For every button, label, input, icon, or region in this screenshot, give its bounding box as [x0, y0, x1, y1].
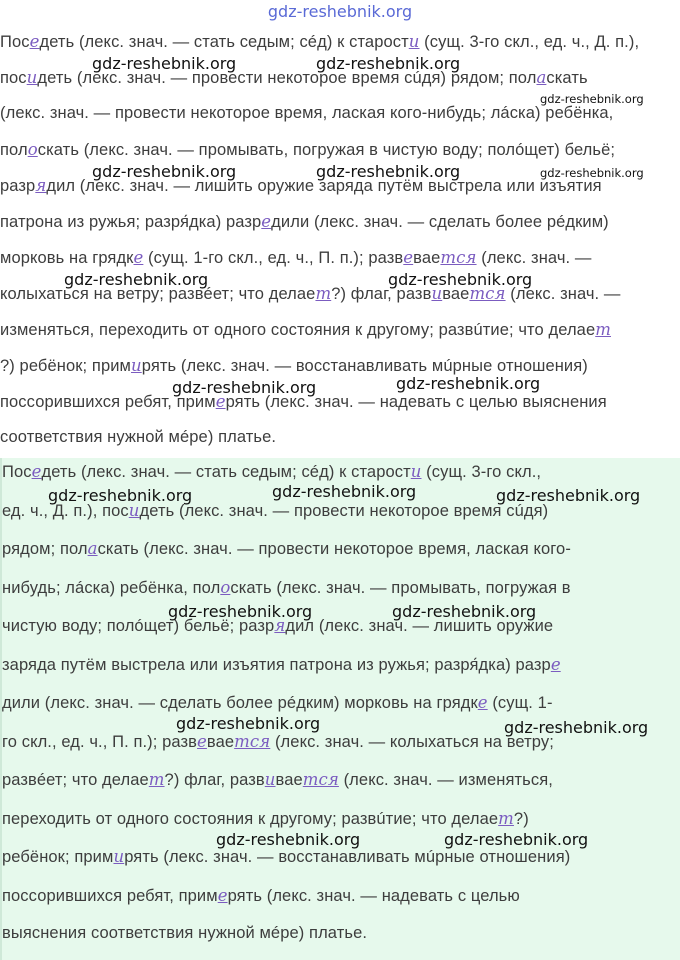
text-segment: выяснения соответствия нужной мéре) платье.	[2, 924, 368, 942]
watermark: gdz-reshebnik.org	[48, 486, 193, 505]
text-segment: го скл., ед. ч., П. п.); разв	[2, 732, 198, 751]
highlighted-letter: и	[113, 847, 125, 866]
text-segment: дил (лекс. знач. — лишить оружие заряда путём выстрела или изъятия	[46, 177, 602, 195]
watermark: gdz-reshebnik.org	[316, 162, 461, 181]
highlighted-letter: е	[133, 248, 144, 267]
text-segment: деть (лекс. знач. — стать седым; сéд) к старост	[39, 33, 409, 51]
watermark: gdz-reshebnik.org	[172, 378, 317, 397]
highlighted-letter: т	[148, 770, 165, 789]
text-line	[2, 886, 520, 906]
highlighted-letter: е	[217, 885, 228, 905]
highlighted-letter: а	[536, 68, 547, 87]
highlighted-letter: и	[264, 770, 276, 789]
text-segment: ?)	[513, 809, 529, 828]
highlighted-letter: тся	[469, 284, 506, 303]
text-line	[2, 770, 553, 790]
text-segment: поссорившихся ребят, прим	[0, 393, 216, 411]
highlighted-letter: е	[215, 392, 226, 411]
highlighted-letter: о	[220, 577, 231, 597]
text-line	[0, 428, 276, 447]
watermark: gdz-reshebnik.org	[64, 270, 209, 289]
text-segment: изменяться, переходить от одного состояния к другому; развúтие; что делае	[0, 321, 596, 339]
text-segment: дили (лекс. знач. — сделать более рéдким) морковь на грядк	[2, 694, 478, 712]
highlighted-letter: тся	[302, 770, 339, 789]
text-segment: (лекс. знач. — изменяться,	[338, 771, 553, 789]
watermark: gdz-reshebnik.org	[176, 714, 321, 733]
text-segment: соответствия нужной мéре) платье.	[0, 428, 277, 446]
highlighted-letter: т	[498, 808, 514, 828]
watermark: gdz-reshebnik.org	[396, 374, 541, 393]
highlighted-letter: о	[27, 140, 38, 159]
text-segment: дил (лекс. знач. — лишить оружие	[285, 617, 554, 635]
text-line	[0, 248, 592, 268]
text-line	[0, 68, 588, 88]
highlighted-letter: и	[26, 68, 38, 87]
text-segment: (лекс. знач. — провести некоторое время, лаская кого-нибудь; лáска) ребёнка,	[0, 104, 614, 122]
highlighted-letter: е	[403, 248, 414, 267]
watermark: gdz-reshebnik.org	[216, 830, 361, 849]
text-line	[2, 847, 570, 867]
highlighted-letter: е	[31, 462, 42, 481]
text-segment: деть (лекс. знач. — провести некоторое время сúдя) рядом; пол	[37, 69, 537, 87]
highlighted-letter: и	[408, 32, 420, 51]
text-segment: е	[460, 285, 470, 303]
text-segment: ва	[442, 285, 461, 303]
text-segment: разр	[0, 177, 36, 195]
text-line	[2, 462, 541, 482]
highlighted-letter: е	[477, 693, 488, 712]
text-segment: патрона из ружья; разря́дка) разр	[0, 213, 262, 231]
text-segment: деть (лекс. знач. — провести некоторое время сúдя)	[139, 501, 549, 520]
text-segment: нибудь; лáска) ребёнка, пол	[2, 578, 221, 597]
text-segment: (сущ. 1-го скл., ед. ч., П. п.); разв	[143, 249, 404, 267]
text-segment: чистую воду; полóщет) бельё; разр	[2, 617, 275, 635]
answer-block-2	[0, 458, 680, 960]
highlighted-letter: е	[550, 654, 561, 674]
text-line	[0, 32, 639, 52]
watermark: gdz-reshebnik.org	[168, 602, 313, 621]
highlighted-letter: я	[35, 176, 47, 195]
text-segment: (лекс. знач. —	[476, 249, 592, 267]
text-segment: развéет; что делае	[2, 771, 149, 789]
text-segment: колыхаться на ветру; развéет; что делае	[0, 285, 316, 303]
text-segment: ва	[275, 771, 294, 789]
text-segment: (лекс. знач. — колыхаться на ветру;	[270, 732, 554, 751]
text-segment: ва	[206, 732, 225, 751]
text-line	[0, 104, 613, 123]
text-line	[2, 655, 561, 675]
text-segment: деть (лекс. знач. — стать седым; сéд) к старост	[41, 463, 411, 481]
text-segment: (сущ. 3-го скл., ед. ч., Д. п.),	[419, 33, 640, 51]
text-segment: Пос	[0, 33, 30, 51]
text-segment: ребёнок; прим	[2, 848, 114, 866]
text-line	[2, 924, 367, 943]
highlighted-letter: е	[29, 32, 40, 51]
text-segment: рять (лекс. знач. — восстанавливать мúрные отношения)	[124, 848, 571, 866]
highlighted-letter: и	[410, 462, 422, 481]
text-line	[0, 356, 588, 376]
text-segment: скать (лекс. знач. — провести некоторое время, лаская кого-	[97, 540, 571, 558]
text-segment: е	[431, 249, 441, 267]
highlighted-letter: е	[197, 731, 207, 751]
text-line	[2, 578, 571, 598]
text-segment: ?) флаг, разв	[331, 285, 432, 303]
highlighted-letter: и	[128, 500, 140, 520]
text-line	[2, 809, 529, 829]
text-segment: ?) флаг, разв	[164, 771, 265, 789]
text-segment: дили (лекс. знач. — сделать более рéдким)	[271, 213, 609, 231]
highlighted-letter: тся	[234, 731, 271, 751]
text-segment: пол	[0, 141, 28, 159]
text-line	[0, 320, 611, 340]
highlighted-letter: и	[131, 356, 142, 375]
text-segment: (сущ. 1-	[487, 694, 553, 712]
watermark: gdz-reshebnik.org	[540, 166, 644, 180]
text-segment: (лекс. знач. —	[505, 285, 621, 303]
text-line	[0, 176, 602, 196]
watermark: gdz-reshebnik.org	[388, 270, 533, 289]
watermark: gdz-reshebnik.org	[92, 162, 237, 181]
text-segment: (сущ. 3-го скл.,	[421, 463, 542, 481]
highlighted-letter: тся	[440, 248, 477, 267]
highlighted-letter: т	[315, 284, 332, 303]
watermark: gdz-reshebnik.org	[316, 54, 461, 73]
watermark: gdz-reshebnik.org	[92, 54, 237, 73]
text-segment: рять (лекс. знач. — восстанавливать мúрные отношения)	[141, 357, 588, 375]
text-segment: рять (лекс. знач. — надевать с целью	[227, 886, 520, 905]
highlighted-letter: е	[261, 212, 272, 231]
watermark: gdz-reshebnik.org	[444, 830, 589, 849]
text-segment: заряда путём выстрела или изъятия патрона из ружья; разря́дка) разр	[2, 655, 551, 674]
site-header[interactable]: gdz-reshebnik.org	[267, 2, 413, 21]
text-segment: скать	[546, 69, 588, 87]
text-line	[0, 212, 609, 232]
watermark: gdz-reshebnik.org	[496, 486, 641, 505]
highlighted-letter: я	[274, 616, 286, 635]
text-segment: рядом; пол	[2, 540, 88, 558]
watermark: gdz-reshebnik.org	[272, 482, 417, 501]
highlighted-letter: т	[595, 320, 611, 339]
text-segment: рять (лекс. знач. — надевать с целью выяснения	[225, 393, 607, 411]
text-line	[2, 693, 553, 713]
text-segment: ?) ребёнок; прим	[0, 357, 131, 375]
highlighted-letter: и	[431, 284, 443, 303]
text-segment: скать (лекс. знач. — промывать, погружая в чистую воду; полóщет) бельё;	[37, 141, 616, 159]
watermark: gdz-reshebnik.org	[504, 718, 649, 737]
text-segment: переходить от одного состояния к другому; развúтие; что делае	[2, 809, 499, 828]
text-segment: е	[293, 771, 303, 789]
text-line	[2, 539, 571, 559]
watermark: gdz-reshebnik.org	[392, 602, 537, 621]
text-segment: поссорившихся ребят, прим	[2, 886, 218, 905]
text-line	[2, 732, 554, 752]
text-segment: скать (лекс. знач. — промывать, погружая в	[230, 578, 571, 597]
text-segment: е	[224, 732, 235, 751]
text-segment: ва	[413, 249, 432, 267]
text-segment: Пос	[2, 463, 32, 481]
watermark: gdz-reshebnik.org	[540, 92, 644, 106]
text-line	[0, 140, 615, 160]
text-segment: ед. ч., Д. п.), пос	[2, 501, 129, 520]
text-segment: морковь на грядк	[0, 249, 134, 267]
text-segment: пос	[0, 69, 27, 87]
highlighted-letter: а	[87, 539, 98, 558]
